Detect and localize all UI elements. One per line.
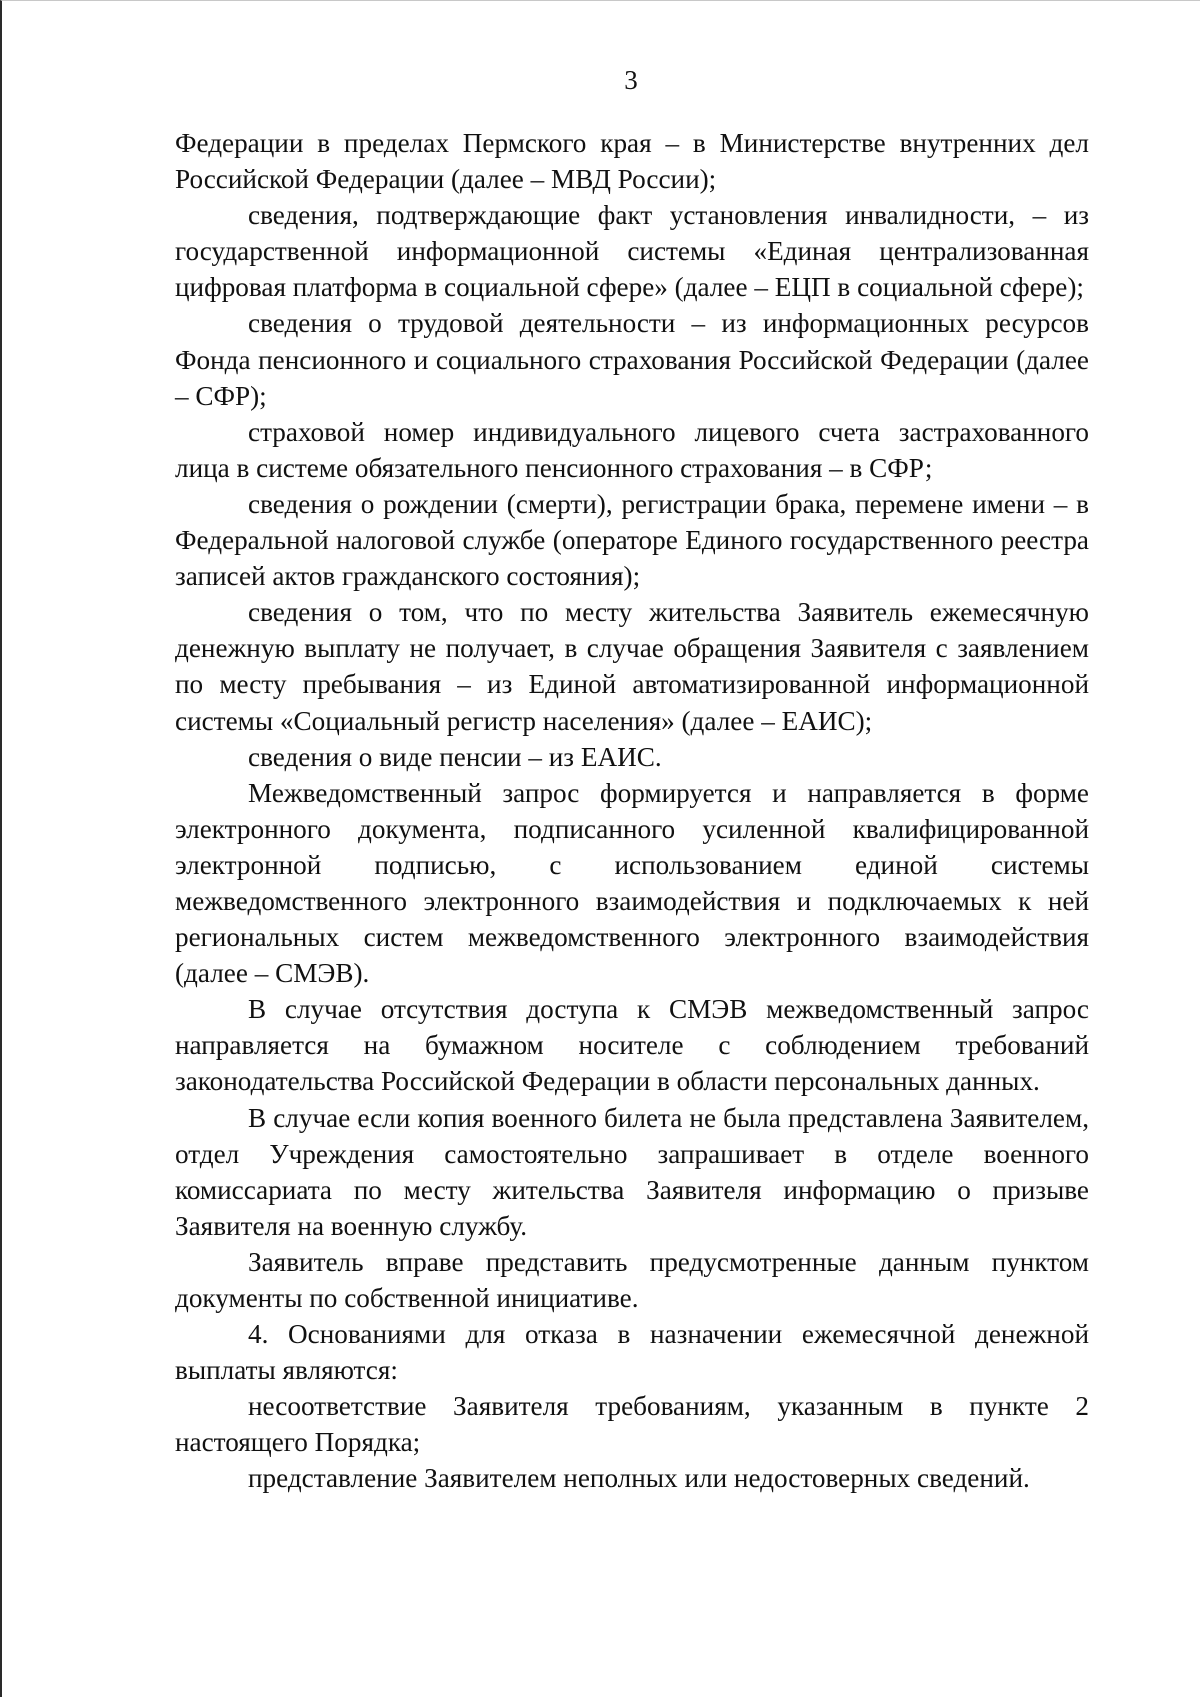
page-number: 3: [624, 65, 638, 95]
paragraph-disability-info: сведения, подтверждающие факт установления инвалидности, – из государственной информационной системы «Единая централизованная цифровая платформа в социальной сфере» (далее – ЕЦП в социальной сфере);: [175, 200, 1089, 303]
paragraph-pension-type: сведения о виде пенсии – из ЕАИС.: [248, 741, 662, 772]
paragraph-labor-info: сведения о трудовой деятельности – из информационных ресурсов Фонда пенсионного и социального страхования Российской Федерации (далее – СФР);: [175, 308, 1089, 411]
paragraph-residence-payment: сведения о том, что по месту жительства Заявитель ежемесячную денежную выплату не получает, в случае обращения Заявителя с заявлением по месту пребывания – из Единой автоматизированной информационной системы «Социальный регистр населения» (далее – ЕАИС);: [175, 597, 1089, 736]
paragraph-refusal-grounds: 4. Основаниями для отказа в назначении ежемесячной денежной выплаты являются:: [175, 1319, 1089, 1386]
paragraph-no-smev-access: В случае отсутствия доступа к СМЭВ межведомственный запрос направляется на бумажном носителе с соблюдением требований законодательства Российской Федерации в области персональных данных.: [175, 994, 1089, 1097]
paragraph-insurance-number: страховой номер индивидуального лицевого счета застрахованного лица в системе обязательного пенсионного страхования – в СФР;: [175, 416, 1089, 483]
paragraph-interagency-request: Межведомственный запрос формируется и направляется в форме электронного документа, подписанного усиленной квалифицированной электронной подписью, с использованием единой системы межведомственного электронного взаимодействия и подключаемых к ней региональных систем межведомственного электронного взаимодействия (далее – СМЭВ).: [175, 777, 1089, 989]
paragraph-own-initiative: Заявитель вправе представить предусмотренные данным пунктом документы по собственной инициативе.: [175, 1246, 1089, 1313]
paragraph-noncompliance: несоответствие Заявителя требованиям, указанным в пункте 2 настоящего Порядка;: [175, 1391, 1089, 1458]
document-body: [175, 125, 1089, 1497]
paragraph-civil-status: сведения о рождении (смерти), регистрации брака, перемене имени – в Федеральной налоговой службе (операторе Единого государственного реестра записей актов гражданского состояния);: [175, 488, 1089, 592]
paragraph-military-id: В случае если копия военного билета не была представлена Заявителем, отдел Учреждения самостоятельно запрашивает в отделе военного комиссариата по месту жительства Заявителя информацию о призыве Заявителя на военную службу.: [175, 1102, 1089, 1241]
paragraph-incomplete-info: представление Заявителем неполных или недостоверных сведений.: [248, 1463, 1030, 1494]
paragraph-continuation: Федерации в пределах Пермского края – в Министерстве внутренних дел Российской Федерации (далее – МВД России);: [175, 128, 1089, 195]
